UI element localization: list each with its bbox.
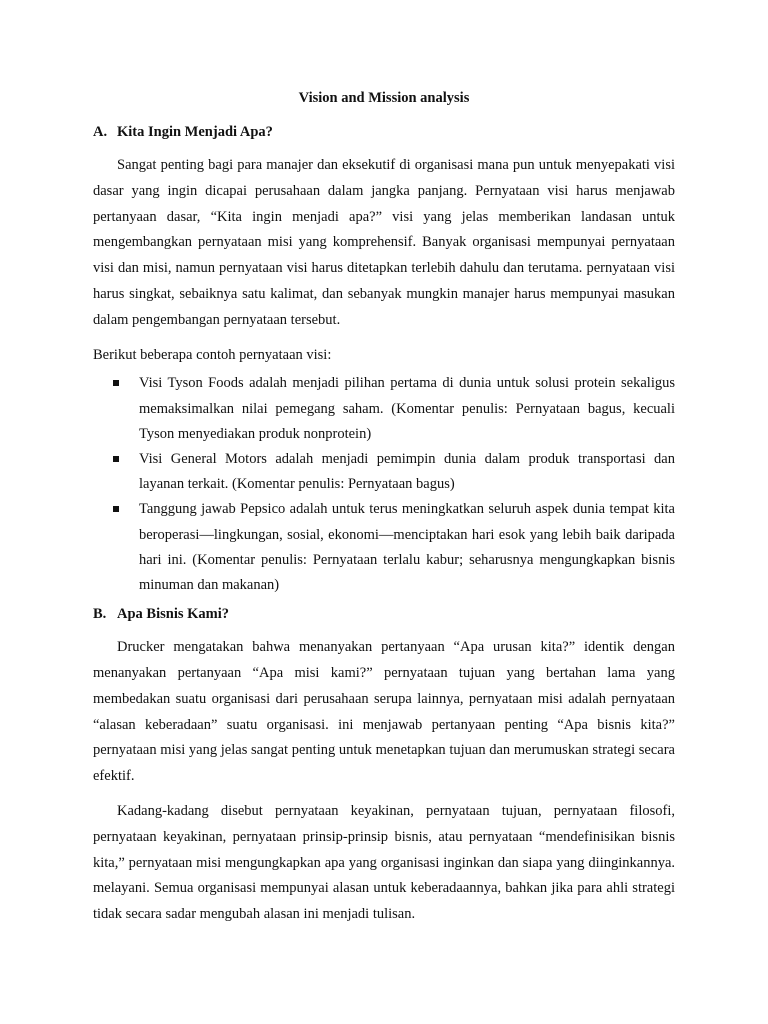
section-b-paragraph-2: Kadang-kadang disebut pernyataan keyakinan, pernyataan tujuan, pernyataan filosofi, pernyataan keyakinan, pernyataan prinsip-prinsip bisnis, atau pernyataan “mendefinisikan bisnis kita,” pernyataan misi mengungkapkan apa yang organisasi inginkan dan siapa yang diinginkannya. melayani. Semua organisasi mempunyai alasan untuk keberadaannya, bahkan jika para ahli strategi tidak secara sadar mengubah alasan ini menjadi tulisan. [93, 802, 675, 923]
list-item-text: Visi General Motors adalah menjadi pemimpin dunia dalam produk transportasi dan layanan terkait. (Komentar penulis: Pernyataan bagus) [139, 450, 675, 493]
bullet-square-icon [113, 456, 119, 462]
section-a-paragraph: Sangat penting bagi para manajer dan eksekutif di organisasi mana pun untuk menyepakati visi dasar yang ingin dicapai perusahaan dalam jangka panjang. Pernyataan visi harus menjawab pertanyaan dasar, “Kita ingin menjadi apa?” visi yang jelas memberikan landasan untuk mengembangkan pernyataan misi yang komprehensif. Banyak organisasi mempunyai pernyataan visi dan misi, namun pernyataan visi harus ditetapkan terlebih dahulu dan terutama. pernyataan visi harus singkat, sebaiknya satu kalimat, dan sebanyak mungkin manajer harus mempunyai masukan dalam pengembangan pernyataan tersebut. [93, 157, 675, 328]
section-b-label: B. [93, 606, 107, 623]
bullet-square-icon [113, 506, 119, 512]
examples-intro: Berikut beberapa contoh pernyataan visi: [93, 346, 332, 363]
section-a-label: A. [93, 124, 108, 140]
list-item-text: Visi Tyson Foods adalah menjadi pilihan pertama di dunia untuk solusi protein sekaligus memaksimalkan nilai pemegang saham. (Komentar penulis: Pernyataan bagus, kecuali Tyson menyediakan produk nonprotein) [139, 375, 675, 442]
section-b-heading-text: Apa Bisnis Kami? [117, 606, 229, 623]
list-item [93, 371, 675, 447]
section-a-heading [93, 121, 675, 143]
vision-examples-list [93, 371, 675, 598]
document-title: Vision and Mission analysis [298, 90, 470, 106]
section-b-heading [93, 603, 675, 625]
section-b-paragraph-1: Drucker mengatakan bahwa menanyakan pertanyaan “Apa urusan kita?” identik dengan menanyakan pertanyaan “Apa misi kami?” pernyataan tujuan yang bertahan lama yang membedakan suatu organisasi dari perusahaan serupa lainnya, pernyataan misi adalah pernyataan “alasan keberadaan” suatu organisasi. ini menjawab pertanyaan penting “Apa bisnis kita?” pernyataan misi yang jelas sangat penting untuk menetapkan tujuan dan merumuskan strategi secara efektif. [93, 639, 675, 785]
bullet-square-icon [113, 380, 119, 386]
section-a-heading-text: Kita Ingin Menjadi Apa? [117, 124, 273, 140]
list-item [93, 447, 675, 497]
list-item [93, 497, 675, 598]
list-item-text: Tanggung jawab Pepsico adalah untuk terus meningkatkan seluruh aspek dunia tempat kita beroperasi—lingkungan, sosial, ekonomi—menciptakan hari esok yang lebih baik daripada hari ini. (Komentar penulis: Pernyataan terlalu kabur; seharusnya mengungkapkan bisnis minuman dan makanan) [139, 501, 675, 593]
